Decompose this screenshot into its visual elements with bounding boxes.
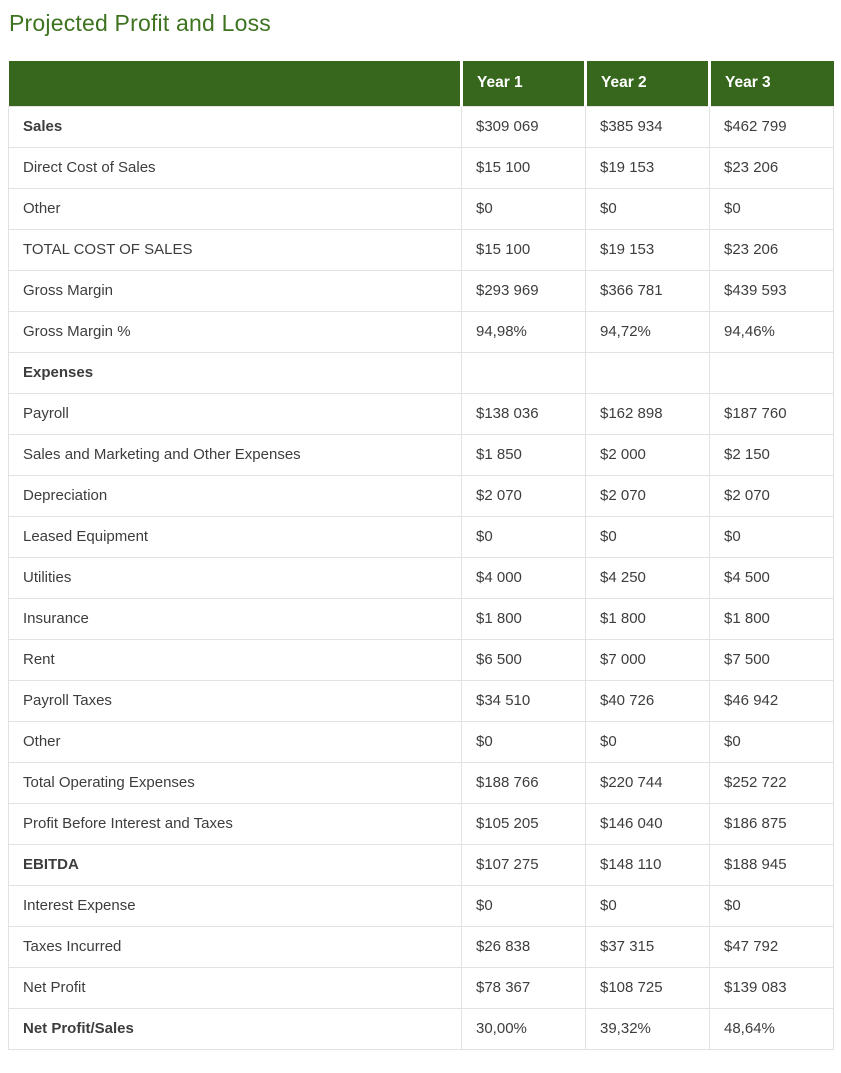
cell-value: $0	[710, 885, 834, 926]
row-label: Leased Equipment	[9, 516, 462, 557]
cell-value: $107 275	[462, 844, 586, 885]
row-label: Gross Margin	[9, 270, 462, 311]
row-label: Other	[9, 188, 462, 229]
table-row	[9, 844, 834, 885]
cell-value: $0	[586, 721, 710, 762]
page-title: Projected Profit and Loss	[9, 10, 271, 36]
table-row	[9, 598, 834, 639]
table-row	[9, 106, 834, 147]
table-body	[9, 106, 834, 1049]
row-label: Net Profit/Sales	[9, 1008, 462, 1049]
row-label: Expenses	[9, 352, 462, 393]
cell-value: $186 875	[710, 803, 834, 844]
table-row	[9, 1008, 834, 1049]
cell-value: $15 100	[462, 229, 586, 270]
cell-value: $2 000	[586, 434, 710, 475]
cell-value: $37 315	[586, 926, 710, 967]
cell-value: $23 206	[710, 229, 834, 270]
cell-value: $2 070	[586, 475, 710, 516]
cell-value: $2 150	[710, 434, 834, 475]
cell-value: $220 744	[586, 762, 710, 803]
cell-value	[462, 352, 586, 393]
row-label: TOTAL COST OF SALES	[9, 229, 462, 270]
cell-value: $26 838	[462, 926, 586, 967]
cell-value: $148 110	[586, 844, 710, 885]
cell-value: $2 070	[710, 475, 834, 516]
cell-value: 94,72%	[586, 311, 710, 352]
cell-value: $139 083	[710, 967, 834, 1008]
cell-value: $19 153	[586, 147, 710, 188]
cell-value: $2 070	[462, 475, 586, 516]
row-label: Payroll Taxes	[9, 680, 462, 721]
row-label: Direct Cost of Sales	[9, 147, 462, 188]
cell-value: $4 500	[710, 557, 834, 598]
cell-value: $1 800	[462, 598, 586, 639]
row-label: Interest Expense	[9, 885, 462, 926]
cell-value: $40 726	[586, 680, 710, 721]
cell-value: $0	[710, 188, 834, 229]
cell-value: $366 781	[586, 270, 710, 311]
row-label: Payroll	[9, 393, 462, 434]
cell-value: $252 722	[710, 762, 834, 803]
cell-value: $439 593	[710, 270, 834, 311]
cell-value: $146 040	[586, 803, 710, 844]
table-row	[9, 680, 834, 721]
cell-value: 94,46%	[710, 311, 834, 352]
cell-value: $0	[586, 516, 710, 557]
row-label: EBITDA	[9, 844, 462, 885]
cell-value: $0	[462, 721, 586, 762]
table-row	[9, 147, 834, 188]
row-label: Utilities	[9, 557, 462, 598]
cell-value	[710, 352, 834, 393]
table-row	[9, 434, 834, 475]
cell-value: $0	[462, 516, 586, 557]
row-label: Rent	[9, 639, 462, 680]
table-row	[9, 803, 834, 844]
cell-value: $47 792	[710, 926, 834, 967]
cell-value: $7 000	[586, 639, 710, 680]
cell-value: $1 850	[462, 434, 586, 475]
table-row	[9, 967, 834, 1008]
cell-value: $293 969	[462, 270, 586, 311]
cell-value: $385 934	[586, 106, 710, 147]
cell-value: $462 799	[710, 106, 834, 147]
cell-value: $188 766	[462, 762, 586, 803]
row-label: Net Profit	[9, 967, 462, 1008]
cell-value	[586, 352, 710, 393]
cell-value: $15 100	[462, 147, 586, 188]
table-row	[9, 639, 834, 680]
cell-value: $23 206	[710, 147, 834, 188]
cell-value: $78 367	[462, 967, 586, 1008]
cell-value: $105 205	[462, 803, 586, 844]
cell-value: 30,00%	[462, 1008, 586, 1049]
row-label: Gross Margin %	[9, 311, 462, 352]
header-empty-cell	[9, 61, 462, 106]
row-label: Depreciation	[9, 475, 462, 516]
cell-value: $162 898	[586, 393, 710, 434]
cell-value: 94,98%	[462, 311, 586, 352]
cell-value: 39,32%	[586, 1008, 710, 1049]
table-row	[9, 352, 834, 393]
cell-value: $7 500	[710, 639, 834, 680]
cell-value: $6 500	[462, 639, 586, 680]
row-label: Insurance	[9, 598, 462, 639]
cell-value: $4 250	[586, 557, 710, 598]
table-row	[9, 270, 834, 311]
cell-value: $46 942	[710, 680, 834, 721]
table-row	[9, 926, 834, 967]
row-label: Taxes Incurred	[9, 926, 462, 967]
table-row	[9, 311, 834, 352]
table-row	[9, 475, 834, 516]
cell-value: 48,64%	[710, 1008, 834, 1049]
row-label: Sales and Marketing and Other Expenses	[9, 434, 462, 475]
table-row	[9, 721, 834, 762]
cell-value: $4 000	[462, 557, 586, 598]
header-year-1: Year 1	[462, 61, 586, 106]
cell-value: $309 069	[462, 106, 586, 147]
table-header-row	[9, 61, 834, 106]
profit-and-loss-table	[8, 61, 834, 1050]
cell-value: $108 725	[586, 967, 710, 1008]
row-label: Profit Before Interest and Taxes	[9, 803, 462, 844]
table-row	[9, 516, 834, 557]
table-row	[9, 885, 834, 926]
header-year-3: Year 3	[710, 61, 834, 106]
row-label: Total Operating Expenses	[9, 762, 462, 803]
row-label: Other	[9, 721, 462, 762]
cell-value: $19 153	[586, 229, 710, 270]
cell-value: $1 800	[710, 598, 834, 639]
cell-value: $138 036	[462, 393, 586, 434]
cell-value: $188 945	[710, 844, 834, 885]
cell-value: $0	[710, 721, 834, 762]
table-row	[9, 557, 834, 598]
cell-value: $0	[586, 885, 710, 926]
table-row	[9, 188, 834, 229]
table-row	[9, 229, 834, 270]
cell-value: $0	[586, 188, 710, 229]
table-row	[9, 762, 834, 803]
cell-value: $0	[462, 885, 586, 926]
cell-value: $34 510	[462, 680, 586, 721]
cell-value: $187 760	[710, 393, 834, 434]
table-row	[9, 393, 834, 434]
cell-value: $0	[462, 188, 586, 229]
cell-value: $1 800	[586, 598, 710, 639]
row-label: Sales	[9, 106, 462, 147]
cell-value: $0	[710, 516, 834, 557]
header-year-2: Year 2	[586, 61, 710, 106]
